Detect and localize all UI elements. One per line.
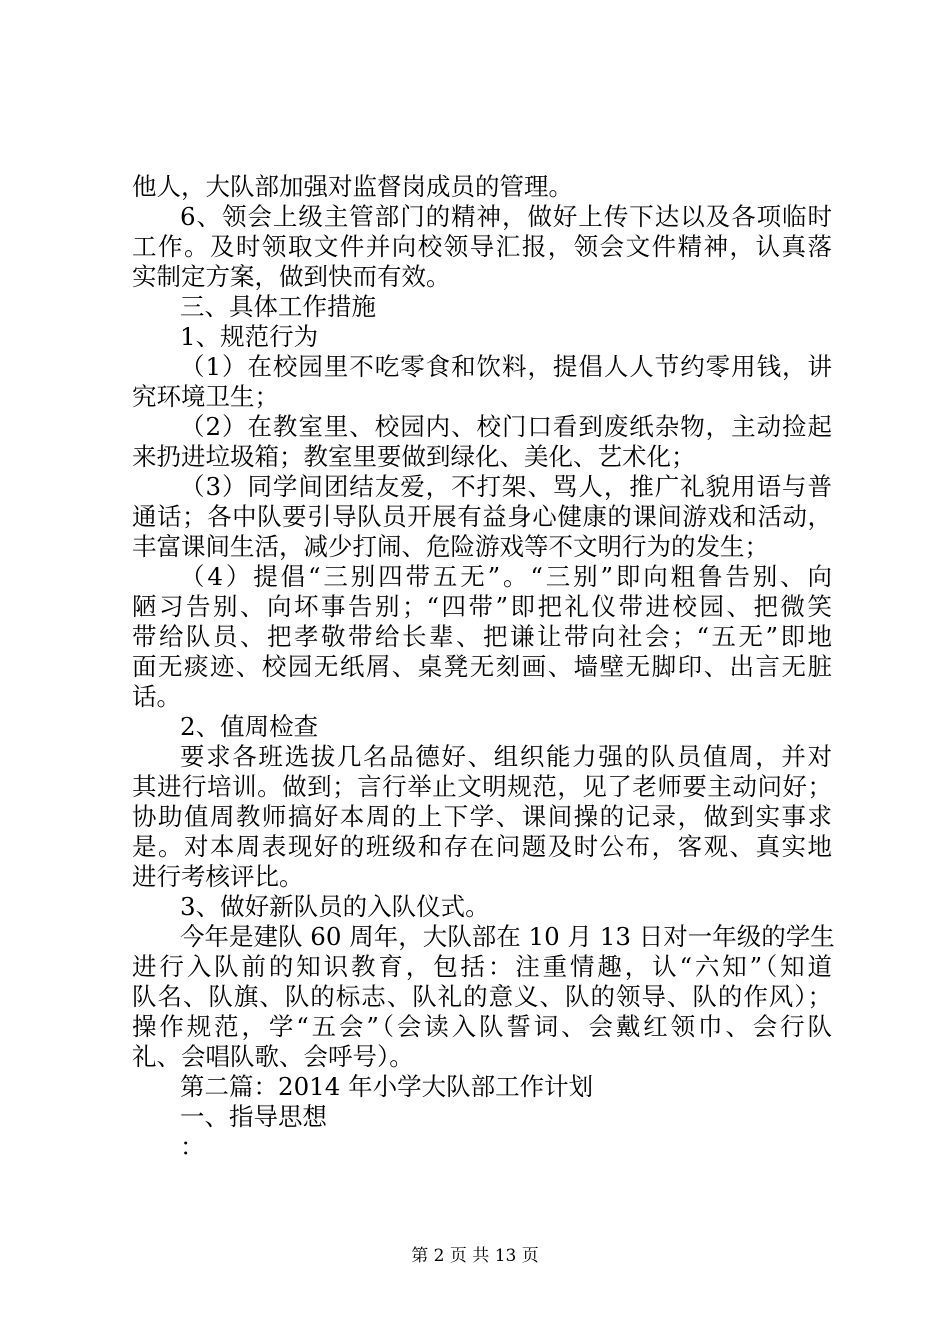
text-line: 第二篇：2014 年小学大队部工作计划 (180, 1072, 594, 1101)
document-body (132, 172, 835, 1162)
page-footer (0, 1244, 950, 1268)
text-line: 丰富课间生活，减少打闹、危险游戏等不文明行为的发生； (132, 532, 769, 561)
text-line: ： (180, 1132, 205, 1161)
text-line: 是。对本周表现好的班级和存在问题及时公布，客观、真实地 (132, 832, 832, 861)
text-line: 通话；各中队要引导队员开展有益身心健康的课间游戏和活动， (132, 502, 832, 531)
text-line: 礼、会唱队歌、会呼号）。 (132, 1042, 414, 1071)
text-line: （4）提倡“三别四带五无”。“三别”即向粗鲁告别、向 (180, 562, 832, 591)
text-line: 一、指导思想 (180, 1102, 327, 1131)
text-line: 话。 (132, 682, 181, 711)
text-line: 究环境卫生； (132, 382, 279, 411)
text-line: （1）在校园里不吃零食和饮料，提倡人人节约零用钱，讲 (180, 352, 832, 381)
text-line: （3）同学间团结友爱，不打架、骂人，推广礼貌用语与普 (180, 472, 832, 501)
text-line: 队名、队旗、队的标志、队礼的意义、队的领导、队的作风）； (132, 982, 832, 1011)
text-line: （2）在教室里、校园内、校门口看到废纸杂物，主动捡起 (180, 412, 832, 441)
text-line: 工作。及时领取文件并向校领导汇报，领会文件精神，认真落 (132, 232, 832, 261)
text-line: 陋习告别、向坏事告别；“四带”即把礼仪带进校园、把微笑 (132, 592, 832, 621)
text-line: 面无痰迹、校园无纸屑、桌凳无刻画、墙壁无脚印、出言无脏 (132, 652, 832, 681)
text-line: 6、领会上级主管部门的精神，做好上传下达以及各项临时 (180, 202, 832, 231)
text-line: 要求各班选拔几名品德好、组织能力强的队员值周，并对 (180, 742, 832, 771)
text-line: 进行入队前的知识教育，包括：注重情趣，认“六知”（知道 (132, 952, 832, 981)
text-line: 进行考核评比。 (132, 862, 304, 891)
text-line: 1、规范行为 (180, 322, 319, 351)
page-number: 第 2 页 共 13 页 (411, 1246, 539, 1266)
text-line: 3、做好新队员的入队仪式。 (180, 892, 490, 921)
text-line: 三、具体工作措施 (180, 292, 376, 321)
text-line: 带给队员、把孝敬带给长辈、把谦让带向社会；“五无”即地 (132, 622, 832, 651)
text-line: 操作规范，学“五会”（会读入队誓词、会戴红领巾、会行队 (132, 1012, 832, 1041)
text-line: 来扔进垃圾箱；教室里要做到绿化、美化、艺术化； (132, 442, 696, 471)
text-line: 实制定方案，做到快而有效。 (132, 262, 451, 291)
text-line: 今年是建队 60 周年，大队部在 10 月 13 日对一年级的学生 (180, 922, 835, 951)
text-line: 协助值周教师搞好本周的上下学、课间操的记录，做到实事求 (132, 802, 832, 831)
text-line: 2、值周检查 (180, 712, 319, 741)
text-line: 其进行培训。做到；言行举止文明规范，见了老师要主动问好； (132, 772, 832, 801)
text-line: 他人，大队部加强对监督岗成员的管理。 (132, 172, 573, 201)
